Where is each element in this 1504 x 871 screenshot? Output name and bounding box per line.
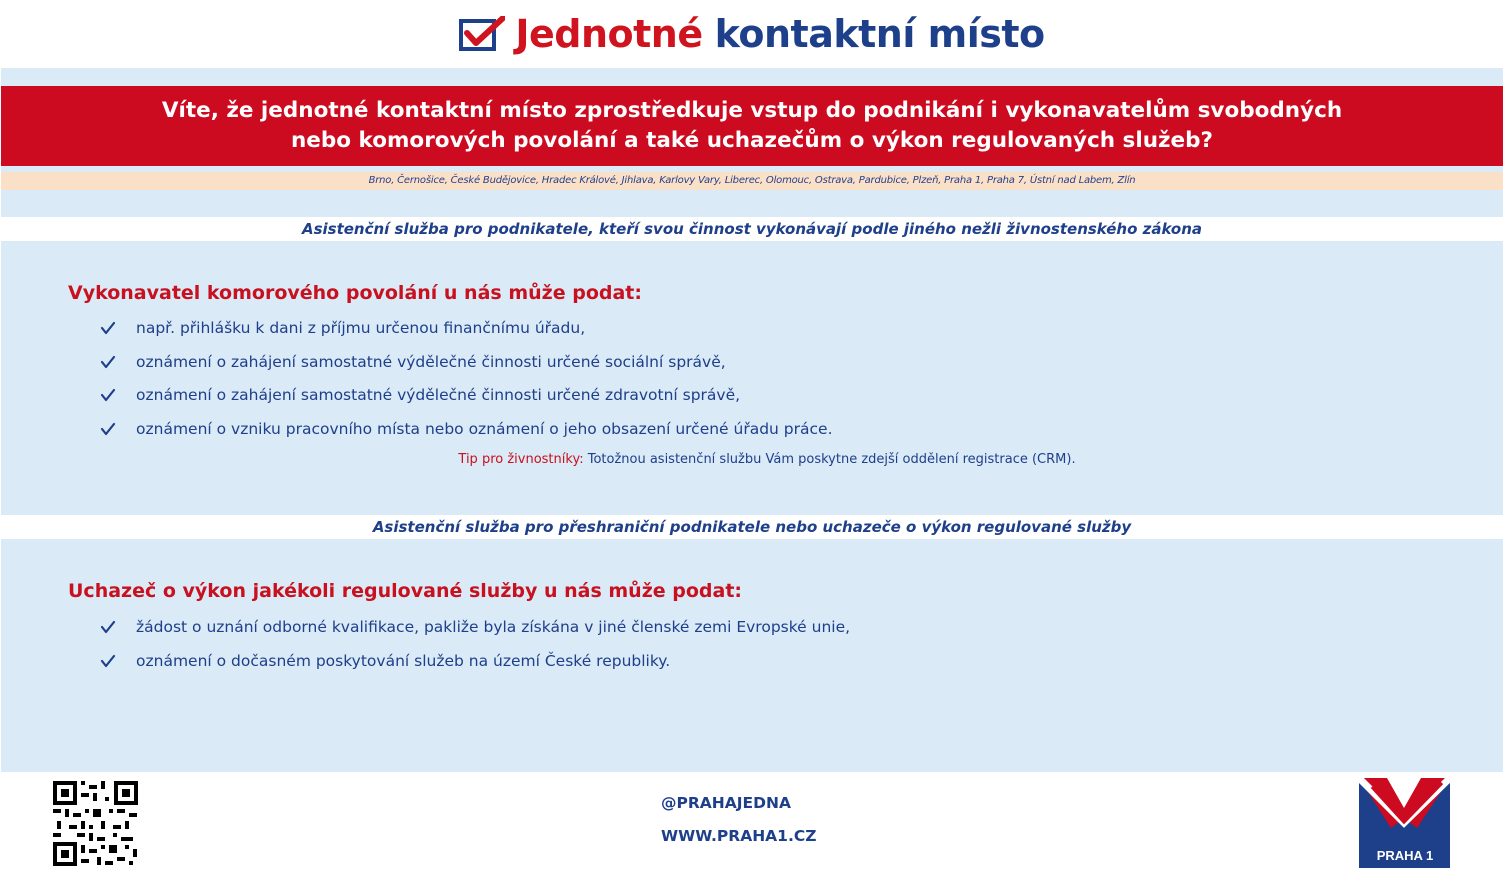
page-header: [0, 0, 1504, 68]
section1-list: [100, 318, 833, 452]
tip-text: Totožnou asistenční službu Vám poskytne zdejší oddělení registrace (CRM).: [583, 452, 1076, 467]
cities-list: Brno, Černošice, České Budějovice, Hradec Králové, Jihlava, Karlovy Vary, Liberec, Olomouc, Ostrava, Pardubice, Plzeň, Praha 1, Praha 7, Ústní nad Labem, Zlín: [1, 172, 1503, 190]
praha1-logo-icon: [1359, 778, 1450, 868]
list-item: [100, 318, 833, 352]
check-icon: [100, 320, 116, 336]
section2-heading: Uchazeč o výkon jakékoli regulované služby u nás může podat:: [68, 580, 743, 602]
praha1-logo-text: PRAHA 1: [1376, 848, 1434, 863]
tip-note: [0, 452, 1504, 467]
check-icon: [100, 354, 116, 370]
question-banner: [1, 86, 1503, 166]
section2-list: [100, 617, 850, 684]
checkbox-check-icon: [459, 16, 505, 52]
list-item-text: oznámení o vzniku pracovního místa nebo oznámení o jeho obsazení určené úřadu práce.: [136, 419, 833, 438]
section2-bar: Asistenční služba pro přeshraniční podnikatele nebo uchazeče o výkon regulované služby: [1, 515, 1503, 539]
check-icon: [100, 387, 116, 403]
check-icon: [100, 421, 116, 437]
title-part2: kontaktní místo: [714, 12, 1045, 56]
list-item: [100, 352, 833, 386]
qr-code-icon: [53, 781, 138, 866]
tip-label: Tip pro živnostníky:: [458, 452, 584, 467]
section1-bar: Asistenční služba pro podnikatele, kteří svou činnost vykonávají podle jiného nežli živnostenského zákona: [1, 217, 1503, 241]
section1-heading: Vykonavatel komorového povolání u nás může podat:: [68, 282, 642, 304]
list-item-text: žádost o uznání odborné kvalifikace, pakliže byla získána v jiné členské zemi Evropské unie,: [136, 618, 851, 636]
list-item-text: např. přihlášku k dani z příjmu určenou finančnímu úřadu,: [136, 319, 586, 337]
title-part1: Jednotné: [515, 12, 703, 56]
list-item-text: oznámení o zahájení samostatné výdělečné činnosti určené zdravotní správě,: [136, 386, 741, 404]
check-icon: [100, 619, 116, 635]
list-item: [100, 385, 833, 419]
website-link[interactable]: WWW.PRAHA1.CZ: [661, 827, 817, 845]
list-item: [100, 617, 850, 651]
social-handle[interactable]: @PRAHAJEDNA: [661, 794, 791, 812]
list-item: [100, 651, 850, 685]
banner-line-1: Víte, že jednotné kontaktní místo zprostředkuje vstup do podnikání i vykonavatelům svobodných: [161, 98, 1343, 123]
check-icon: [100, 653, 116, 669]
banner-line-2: nebo komorových povolání a také uchazečům o výkon regulovaných služeb?: [291, 128, 1213, 153]
list-item-text: oznámení o dočasném poskytování služeb na území České republiky.: [136, 651, 671, 670]
list-item-text: oznámení o zahájení samostatné výdělečné činnosti určené sociální správě,: [136, 352, 726, 371]
list-item: [100, 419, 833, 453]
